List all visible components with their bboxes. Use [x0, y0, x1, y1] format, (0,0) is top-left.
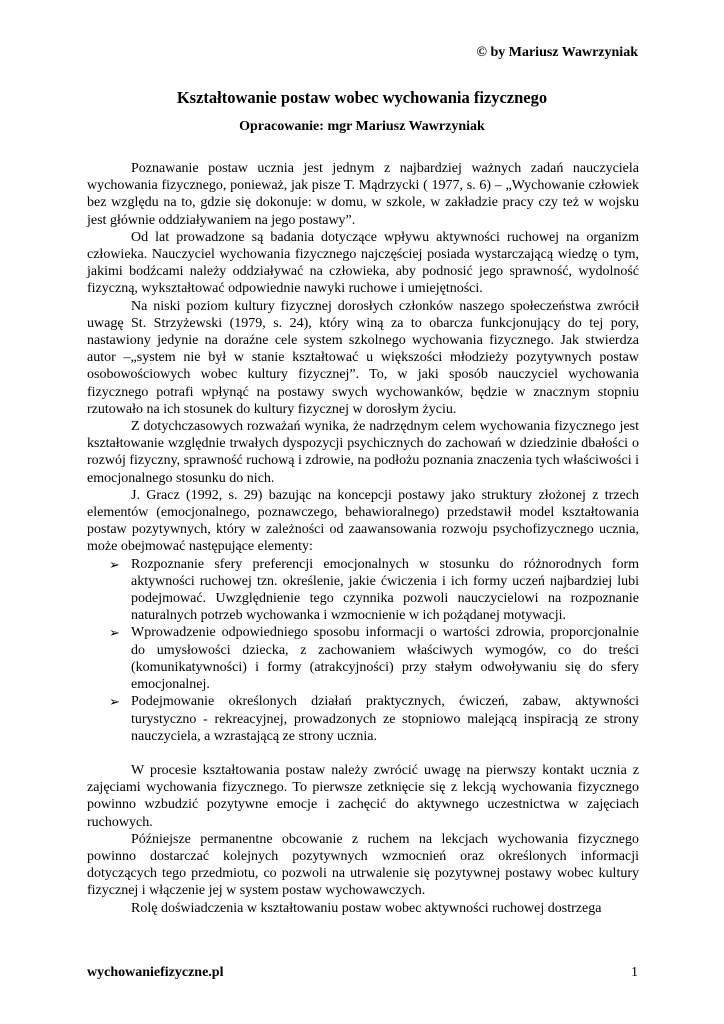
copyright-notice: © by Mariusz Wawrzyniak [476, 45, 638, 60]
document-body [87, 160, 639, 917]
arrow-bullet-icon: ➢ [109, 556, 120, 572]
paragraph: Na niski poziom kultury fizycznej dorosłych członków naszego społeczeństwa zwrócił uwagę St. Strzyżewski (1979, s. 24), który winą za to obarcza funkcjonujący do tej pory, nastawiony jedynie na doraźne cele system szkolnego wychowania fizycznego. Jak stwierdza autor –„system nie był w stanie kształtować u większości młodzieży pozytywnych postaw osobowościowych wobec kultury fizycznej”. To, w jaki sposób nauczyciel wychowania fizycznego potrafi wpłynąć na postawy swych wychowanków, będzie w znacznym stopniu rzutowało na ich stosunek do kultury fizycznej w dorosłym życiu. [87, 298, 639, 417]
footer-site-link: wychowaniefizyczne.pl [87, 965, 224, 980]
arrow-bullet-icon: ➢ [109, 694, 120, 710]
page-number: 1 [631, 965, 638, 980]
list-item [87, 624, 639, 693]
paragraph: Od lat prowadzone są badania dotyczące wpływu aktywności ruchowej na organizm człowieka. Nauczyciel wychowania fizycznego najczęściej posiada wystarczającą wiedzę o tym, jakimi bodźcami należy oddziaływać na człowieka, aby podnosić jego sprawność, wydolność fizyczną, wykształtować odpowiednie nawyki ruchowe i umiejętności. [87, 229, 639, 297]
list-item [87, 693, 639, 745]
document-title: Kształtowanie postaw wobec wychowania fizycznego [176, 88, 548, 107]
document-subtitle: Opracowanie: mgr Mariusz Wawrzyniak [239, 119, 485, 134]
list-item-text: Podejmowanie określonych działań praktycznych, ćwiczeń, zabaw, aktywności turystyczno - rekreacyjnej, prowadzonych ze stopniowo malejącą inspiracją ze strony nauczyciela, a wzrastającą ze strony ucznia. [131, 694, 639, 744]
bullet-list [87, 556, 639, 745]
list-item-text: Wprowadzenie odpowiedniego sposobu informacji o wartości zdrowia, proporcjonalnie do umysłowości dziecka, z zachowaniem właściwych wymogów, co do treści (komunikatywności) i formy (atrakcyjności) przy stałym odwoływaniu się do sfery emocjonalnej. [131, 625, 639, 693]
paragraph: W procesie kształtowania postaw należy zwrócić uwagę na pierwszy kontakt ucznia z zajęciami wychowania fizycznego. To pierwsze zetknięcie się z lekcją wychowania fizycznego powinno wzbudzić pozytywne emocje i zachęcić do aktywnego uczestnictwa w zajęciach ruchowych. [87, 762, 639, 830]
paragraph: Poznawanie postaw ucznia jest jednym z najbardziej ważnych zadań nauczyciela wychowania fizycznego, ponieważ, jak pisze T. Mądrzycki ( 1977, s. 6) – „Wychowanie człowiek bez względu na to, gdzie się dokonuje: w domu, w szkole, w zakładzie pracy czy też w wojsku jest głównie oddziaływaniem na jego postawy”. [87, 161, 639, 228]
paragraph: Rolę doświadczenia w kształtowaniu postaw wobec aktywności ruchowej dostrzega [131, 900, 602, 916]
list-item [87, 556, 639, 625]
paragraph: Późniejsze permanentne obcowanie z ruchem na lekcjach wychowania fizycznego powinno dostarczać kolejnych pozytywnych wzmocnień oraz określonych informacji dotyczących tego przedmiotu, co pozwoli na utrwalenie się pozytywnej postawy wobec kultury fizycznej i włączenie jej w system postaw wychowawczych. [87, 831, 639, 899]
paragraph: Z dotychczasowych rozważań wynika, że nadrzędnym celem wychowania fizycznego jest kształtowanie względnie trwałych dyspozycji psychicznych do zachowań w dziedzinie dbałości o rozwój fizyczny, sprawność ruchową i zdrowie, na podłożu poznania znaczenia tych właściwości i emocjonalnego stosunku do nich. [87, 419, 639, 486]
list-item-text: Rozpoznanie sfery preferencji emocjonalnych w stosunku do różnorodnych form aktywności ruchowej tzn. określenie, jakie ćwiczenia i ich formy uczeń najbardziej lubi podejmować. Uwzględnienie tego czynnika pozwoli nauczycielowi na rozpoznanie naturalnych potrzeb wychowanka i wzmocnienie w ich pożądanej motywacji. [131, 556, 639, 624]
arrow-bullet-icon: ➢ [109, 625, 120, 641]
paragraph: J. Gracz (1992, s. 29) bazując na koncepcji postawy jako struktury złożonej z trzech elementów (emocjonalnego, poznawczego, behawioralnego) przedstawił model kształtowania postaw pozytywnych, który w zależności od zaawansowania rozwoju psychofizycznego ucznia, może obejmować następujące elementy: [87, 487, 639, 555]
